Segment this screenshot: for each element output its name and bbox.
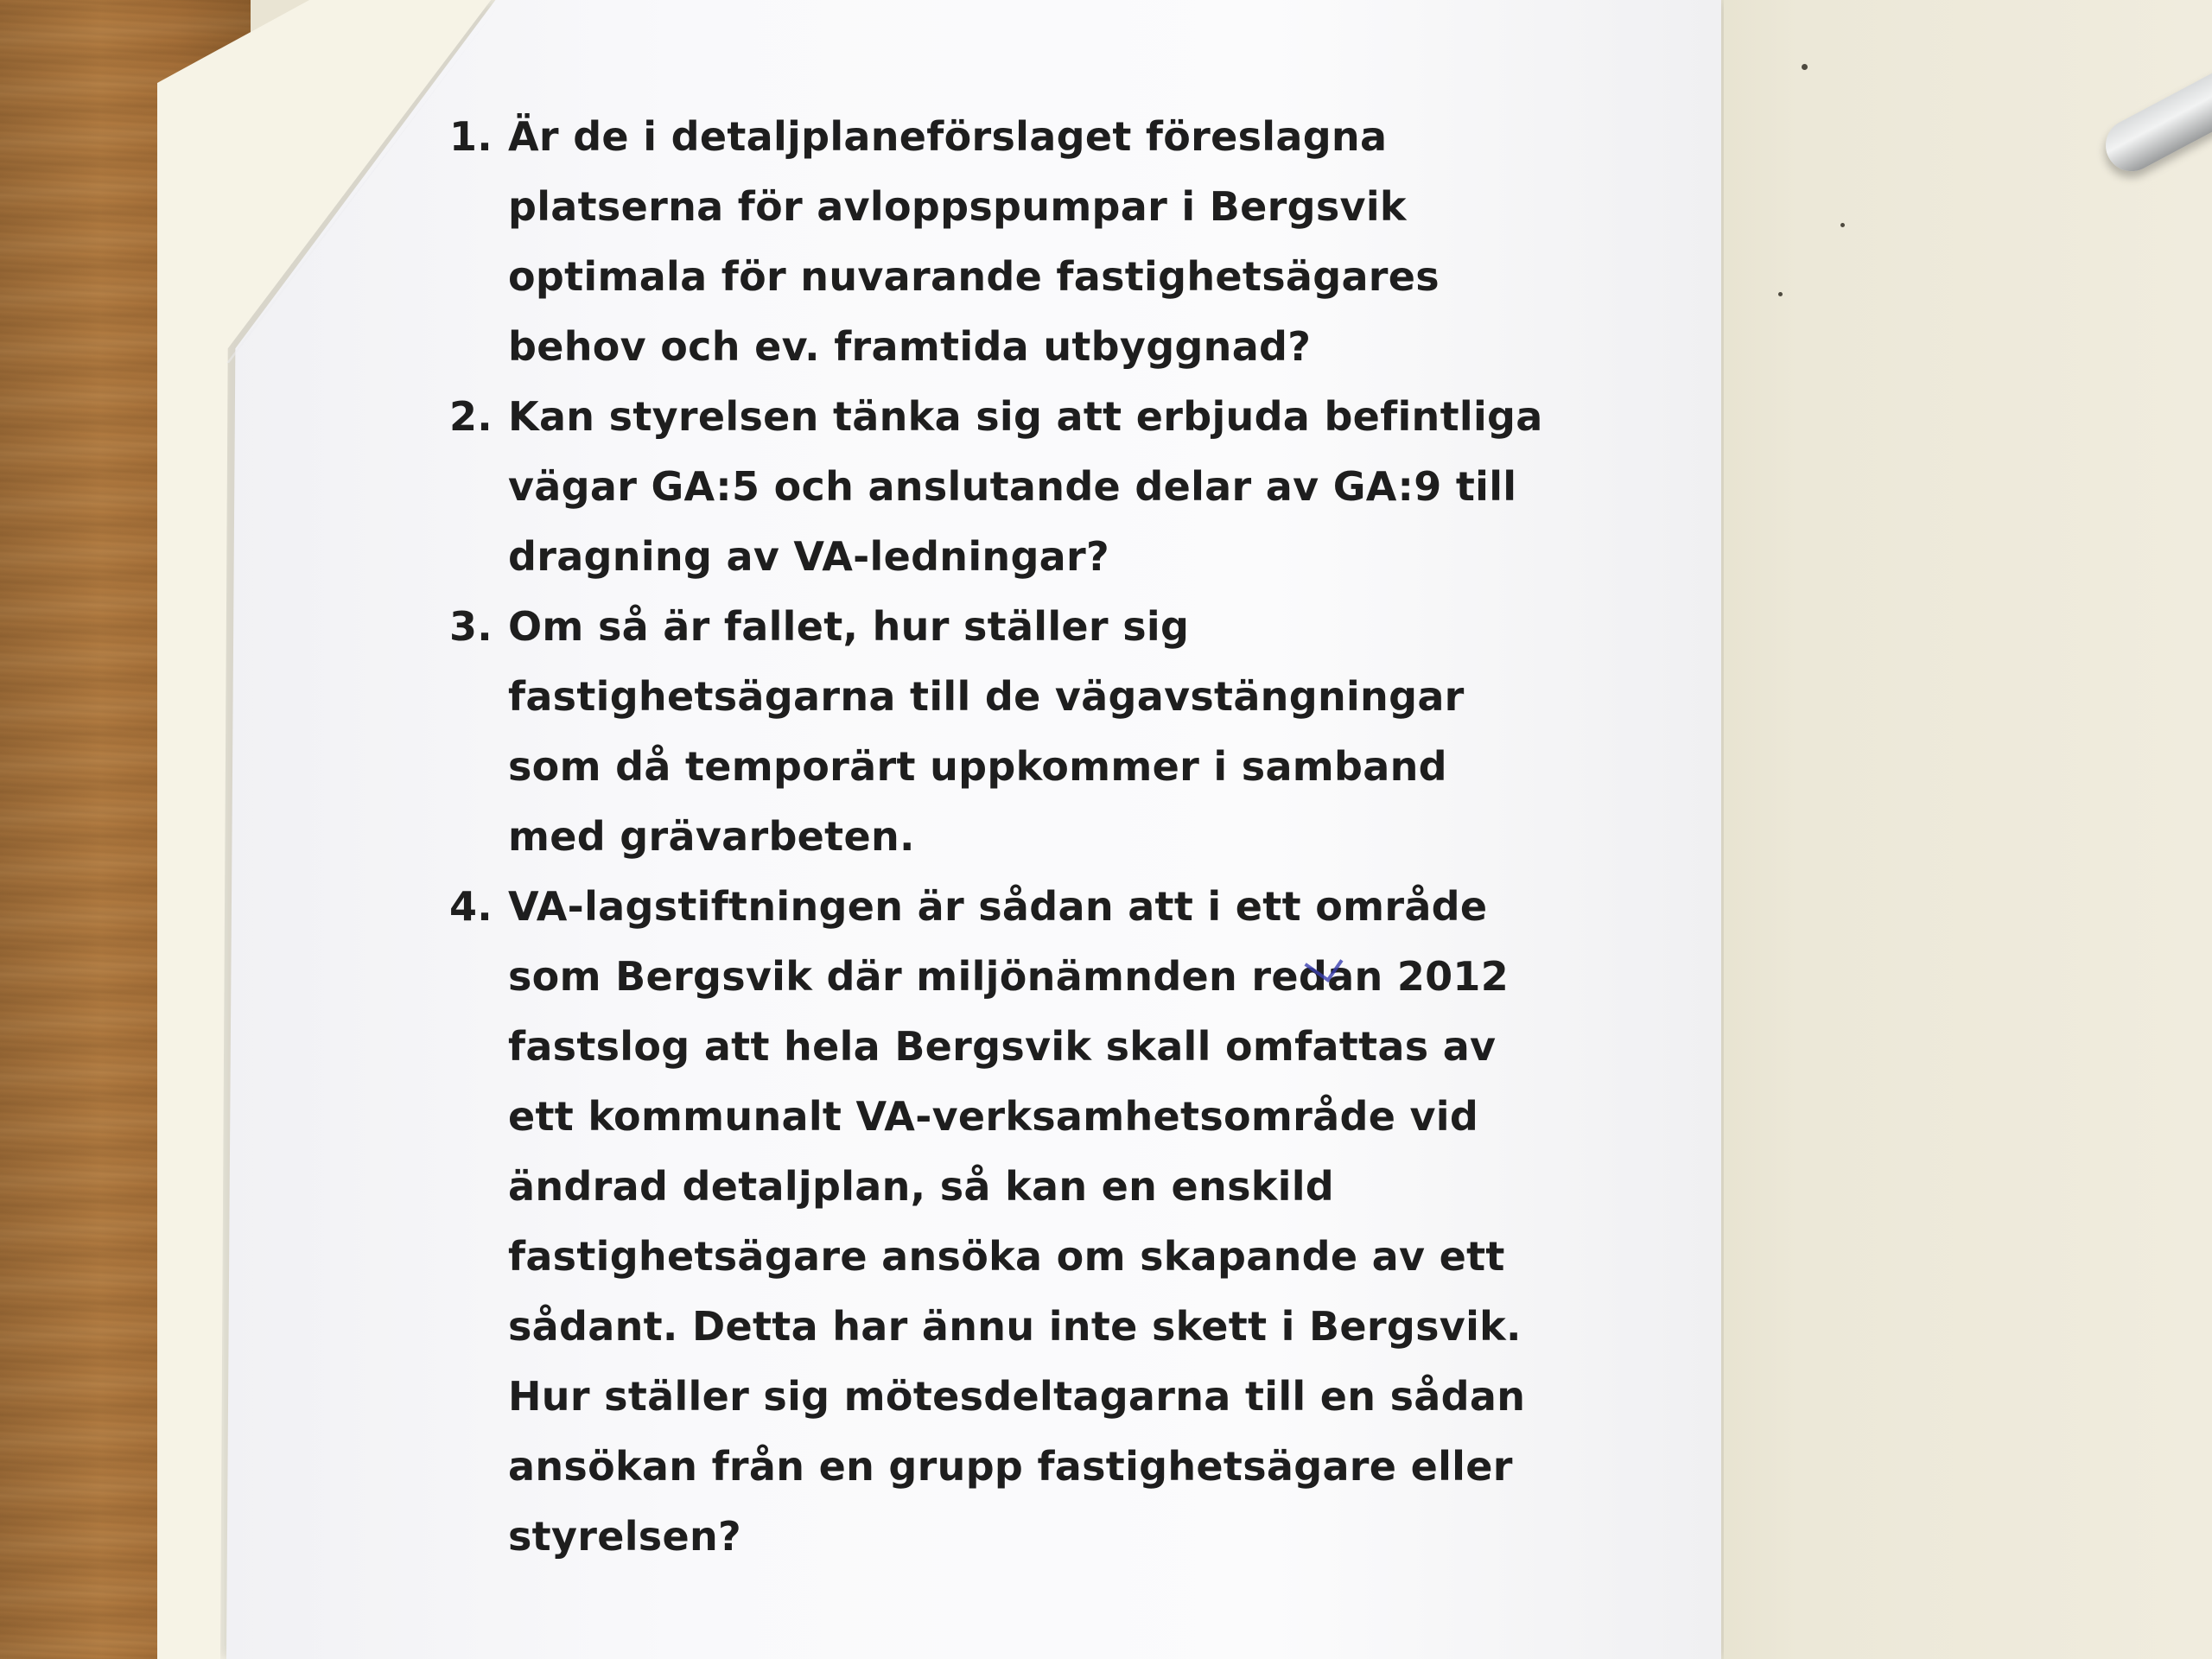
question-item-2 [449,382,1555,592]
question-text: VA-lagstiftningen är sådan att i ett område som Bergsvik där miljönämnden redan 2012 fastslog att hela Bergsvik skall omfattas av ett kommunalt VA-verksamhetsområde vid ändrad detaljplan, så kan en enskild fastighetsägare ansöka om skapande av ett sådant. Detta har ännu inte skett i Bergsvik. Hur ställer sig mötesdeltagarna till en sådan ansökan från en grupp fastighetsägare eller styrelsen? [508,883,1526,1560]
desk-speck [1778,292,1783,296]
question-list [449,102,1555,1572]
question-text: Kan styrelsen tänka sig att erbjuda befintliga vägar GA:5 och anslutande delar av GA:9 till dragning av VA-ledningar? [508,393,1543,580]
question-text: Är de i detaljplaneförslaget föreslagna platserna för avloppspumpar i Bergsvik optimala för nuvarande fastighetsägares behov och ev. framtida utbyggnad? [508,113,1440,370]
question-item-4 [449,872,1555,1572]
question-item-3 [449,592,1555,872]
question-number: 4. [449,883,493,930]
desk-speck [1840,223,1845,227]
question-number: 1. [449,113,493,160]
desk-speck [1802,64,1808,70]
question-number: 2. [449,393,493,440]
question-text: Om så är fallet, hur ställer sig fastighetsägarna till de vägavstängningar som då temporärt uppkommer i samband med grävarbeten. [508,603,1465,860]
question-number: 3. [449,603,493,650]
question-item-1 [449,102,1555,382]
